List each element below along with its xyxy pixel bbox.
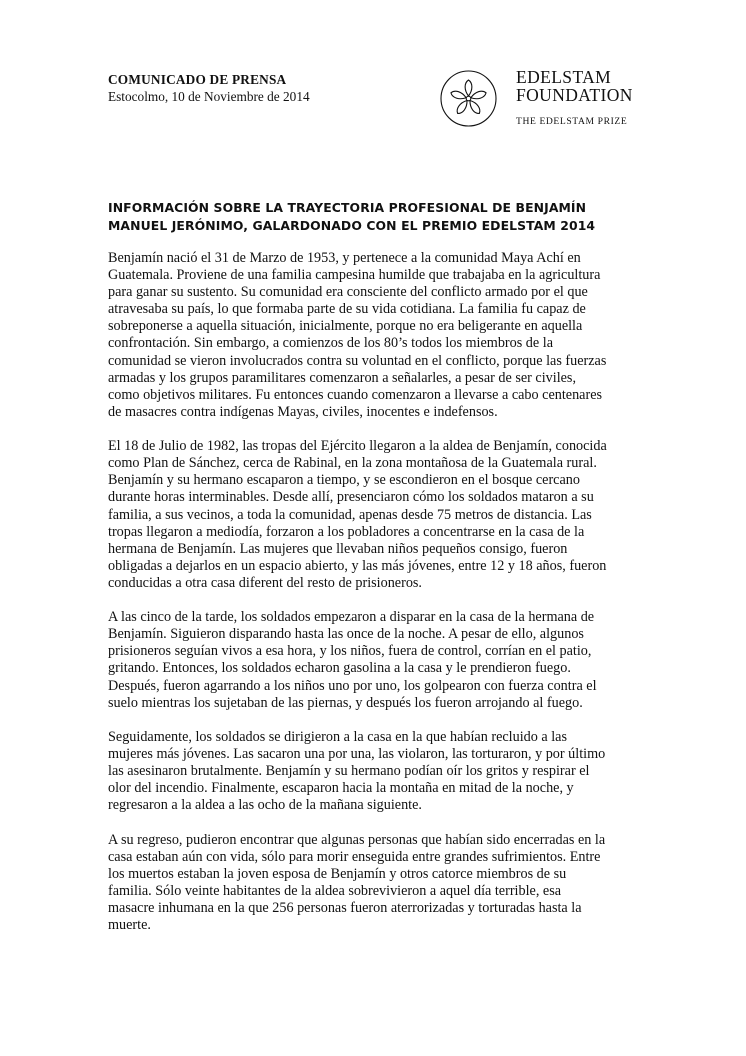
paragraph: Benjamín nació el 31 de Marzo de 1953, y pertenece a la comunidad Maya Achí en Guatemala. Proviene de una familia campesina humilde que trabajaba en la agricultura para ganar su sustento. Su comunidad era consciente del conflicto armado por el que atravesaba su país, lo que formaba parte de su vida cotidiana. La familia fu capaz de sobreponerse a aquella situación, inicialmente, porque no era beligerante en aquella confrontación. Sin embargo, a comienzos de los 80’s todos los miembros de la comunidad se vieron involucrados contra su voluntad en el conflicto, porque las fuerzas armadas y los grupos paramilitares comenzaron a señalarles, a pesar de ser civiles, como objetivos militares. Fu entonces cuando comenzaron a llevarse a cabo centenares de masacres contra indígenas Mayas, civiles, inocentes e indefensos. [108, 250, 607, 420]
dateline: Estocolmo, 10 de Noviembre de 2014 [108, 89, 310, 104]
document-title-line-2: MANUEL JERÓNIMO, GALARDONADO CON EL PREMIO EDELSTAM 2014 [108, 218, 596, 233]
foundation-logo-text [516, 68, 633, 131]
logo-subtitle: THE EDELSTAM PRIZE [516, 116, 628, 127]
paragraph: A su regreso, pudieron encontrar que algunas personas que habían sido encerradas en la casa estaban aún con vida, sólo para morir enseguida entre grandes sufrimientos. Entre los muertos estaban la joven esposa de Benjamín y otros catorce miembros de su familia. Sólo veinte habitantes de la aldea sobrevivieron a aquel día terrible, esa masacre inhumana en la que 256 personas fueron aterrorizadas y torturadas hasta la muerte. [108, 831, 606, 934]
logo-line-foundation: FOUNDATION [516, 85, 633, 105]
document-title [108, 199, 668, 235]
logo-line-edelstam: EDELSTAM [516, 67, 612, 87]
press-release-header [108, 71, 310, 105]
paragraph: El 18 de Julio de 1982, las tropas del Ejército llegaron a la aldea de Benjamín, conocida como Plan de Sánchez, cerca de Rabinal, en la zona montañosa de la Guatemala rural. Benjamín y su hermano escaparon a tiempo, y se escondieron en el bosque cercano durante horas interminables. Desde allí, presenciaron cómo los soldados mataron a su familia, a sus vecinos, a toda la comunidad, apenas desde 75 metros de distancia. Las tropas llegaron a mediodía, forzaron a los pobladores a concentrarse en la casa de la hermana de Benjamín. Las mujeres que llevaban niños pequeños consigo, fueron obligadas a dejarlos en un espacio abierto, y las más jóvenes, entre 12 y 18 años, fueron conducidas a otra casa diferent del resto de prisioneros. [108, 438, 607, 591]
document-title-line-1: INFORMACIÓN SOBRE LA TRAYECTORIA PROFESIONAL DE BENJAMÍN [108, 200, 587, 215]
flower-in-circle-icon [440, 70, 497, 127]
paragraph: A las cinco de la tarde, los soldados empezaron a disparar en la casa de la hermana de Benjamín. Siguieron disparando hasta las once de la noche. A pesar de ello, algunos prisioneros seguían vivos a esa hora, y los niños, fuera de control, corrían en el patio, gritando. Entonces, los soldados echaron gasolina a la casa y le prendieron fuego. Después, fueron agarrando a los niños uno por uno, los golpearon con fuerza contra el suelo mientras los sujetaban de las piernas, y después los fueron arrojando al fuego. [108, 609, 597, 711]
paragraph: Seguidamente, los soldados se dirigieron a la casa en la que habían recluido a las mujeres más jóvenes. Las sacaron una por una, las violaron, las torturaron, y por último las asesinaron brutalmente. Benjamín y su hermano podían oír los gritos y respirar el olor del incendio. Finalmente, escaparon hacia la montaña en mitad de la noche, y regresaron a la aldea a las ocho de la mañana siguiente. [108, 728, 606, 814]
press-release-label: COMUNICADO DE PRENSA [108, 72, 287, 87]
document-body [108, 250, 648, 951]
